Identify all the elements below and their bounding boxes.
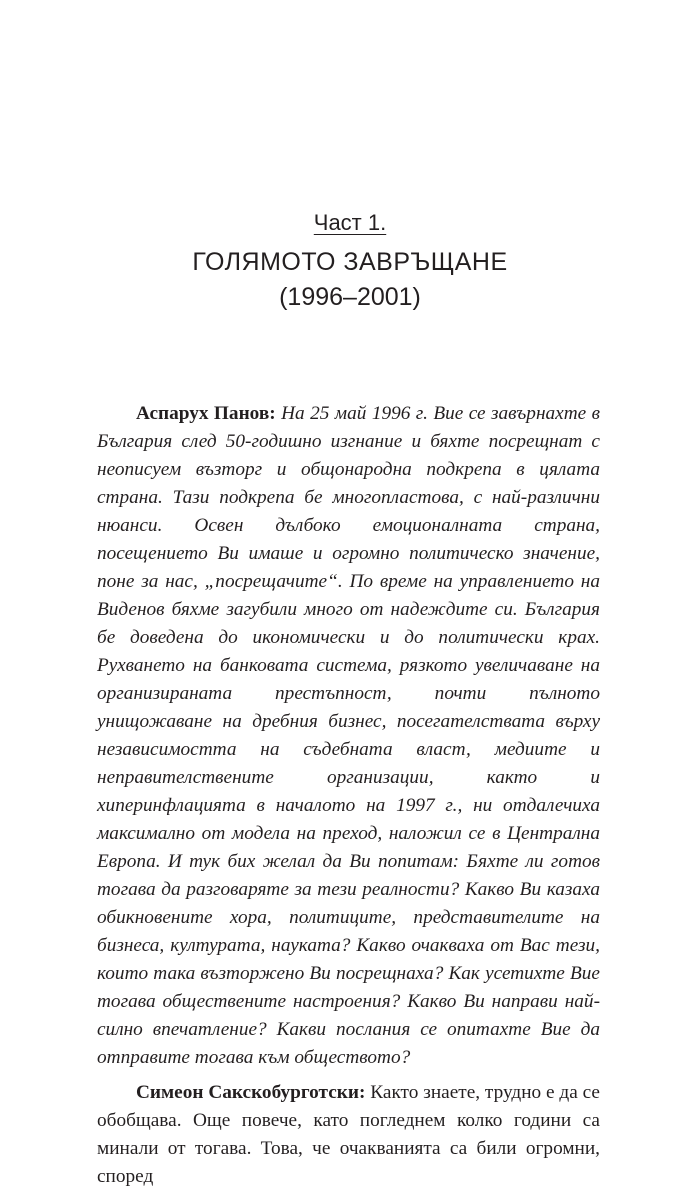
speaker-name: Аспарух Панов: bbox=[136, 403, 276, 424]
part-title: ГОЛЯМОТО ЗАВРЪЩАНЕ bbox=[192, 248, 508, 276]
part-label: Част 1. bbox=[313, 210, 387, 235]
answer-text: Както знаете, трудно е да се обобщава. Още повече, като погледнем колко години са минали от тогава. Това, че очакванията са били огромни, според bbox=[97, 1082, 600, 1187]
interview-text bbox=[97, 400, 600, 1198]
question-paragraph bbox=[97, 400, 600, 1072]
question-text: На 25 май 1996 г. Вие се завърнахте в България след 50-годишно изгнание и бяхте посрещнат с неописуем възторг и общонародна подкрепа в цялата страна. Тази подкрепа бе многопластова, с най-различни нюанси. Освен дълбоко емоционалната страна, посещението Ви имаше и огромно политическо значение, поне за нас, „посрещачите“. По време на управлението на Виденов бяхме загубили много от надеждите си. България бе доведена до икономически и до политически крах. Рухването на банковата система, рязкото увеличаване на организираната престъпност, почти пълното унищожаване на дребния бизнес, посегателствата върху независимостта на съдебната власт, медиите и неправителствените организации, както и хиперинфлацията в началото на 1997 г., ни отдалечиха максимално от модела на преход, наложил се в Централна Европа. И тук бих желал да Ви попитам: Бяхте ли готов тогава да разговаряте за тези реалности? Какво Ви казаха обикновените хора, политиците, представителите на бизнеса, културата, науката? Какво очакваха от Вас тези, които така възторжено Ви посрещнаха? Как усетихте Вие тогава обществените настроения? Какво Ви направи най-силно впечатление? Какви послания се опитахте Вие да отправите тогава към обществото? bbox=[97, 403, 600, 1068]
answer-paragraph bbox=[97, 1079, 600, 1191]
speaker-name: Симеон Сакскобурготски: bbox=[136, 1082, 366, 1103]
part-years: (1996–2001) bbox=[279, 283, 421, 311]
